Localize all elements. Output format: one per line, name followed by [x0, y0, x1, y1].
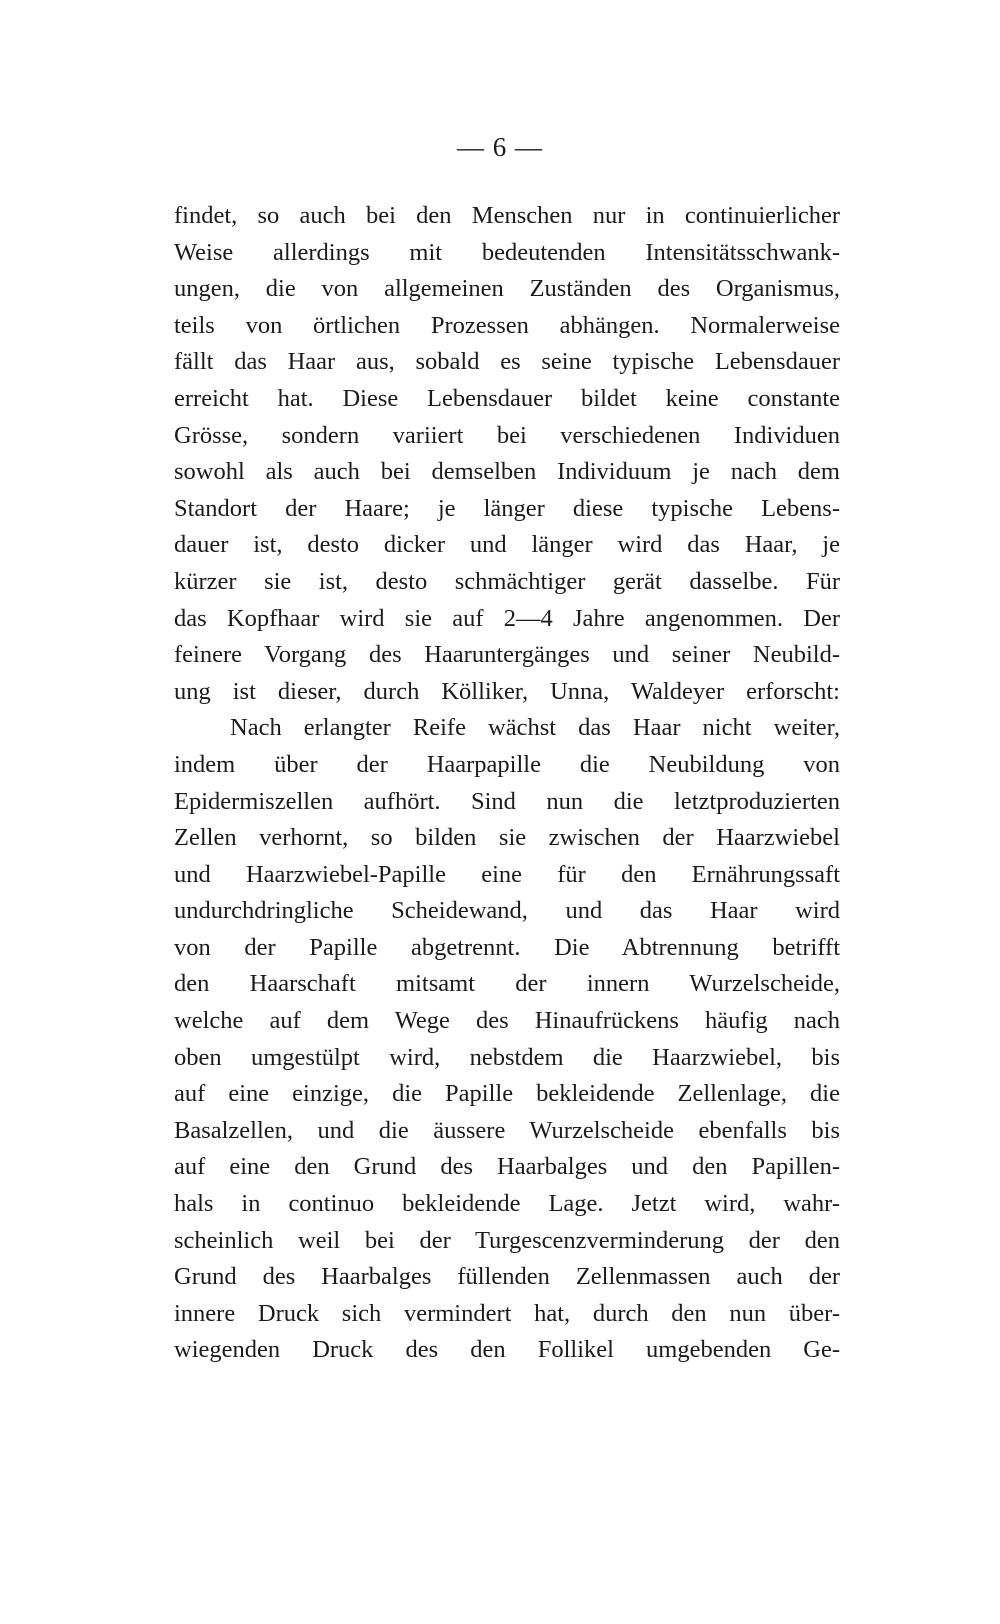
text-line: innere Druck sich vermindert hat, durch den nun über- — [174, 1299, 840, 1327]
text-line: ung ist dieser, durch Kölliker, Unna, Waldeyer erforscht: — [174, 677, 840, 705]
body-text — [174, 198, 840, 1369]
text-line: feinere Vorgang des Haaruntergänges und seiner Neubild- — [174, 641, 840, 669]
text-line: fällt das Haar aus, sobald es seine typische Lebensdauer — [174, 348, 840, 376]
paragraph-start-line: Nach erlangter Reife wächst das Haar nicht weiter, — [230, 714, 840, 742]
text-line: Zellen verhornt, so bilden sie zwischen der Haarzwiebel — [174, 824, 840, 852]
text-line: das Kopfhaar wird sie auf 2—4 Jahre angenommen. Der — [174, 604, 840, 632]
text-line: erreicht hat. Diese Lebensdauer bildet keine constante — [174, 384, 840, 412]
text-line: undurchdringliche Scheidewand, und das Haar wird — [174, 897, 840, 925]
text-line: hals in continuo bekleidende Lage. Jetzt wird, wahr- — [174, 1190, 840, 1218]
text-line: von der Papille abgetrennt. Die Abtrennung betrifft — [174, 933, 840, 961]
text-line: teils von örtlichen Prozessen abhängen. Normalerweise — [174, 311, 840, 339]
text-line: kürzer sie ist, desto schmächtiger gerät dasselbe. Für — [174, 567, 840, 595]
text-line: auf eine einzige, die Papille bekleidende Zellenlage, die — [174, 1080, 840, 1108]
text-line: scheinlich weil bei der Turgescenzverminderung der den — [174, 1226, 840, 1254]
text-line: Basalzellen, und die äussere Wurzelscheide ebenfalls bis — [174, 1116, 840, 1144]
text-line: auf eine den Grund des Haarbalges und den Papillen- — [174, 1153, 840, 1181]
text-line: ungen, die von allgemeinen Zuständen des Organismus, — [174, 275, 840, 303]
text-line: Grösse, sondern variiert bei verschiedenen Individuen — [174, 421, 840, 449]
text-line: welche auf dem Wege des Hinaufrückens häufig nach — [174, 1007, 840, 1035]
text-line: sowohl als auch bei demselben Individuum je nach dem — [174, 458, 840, 486]
page-number: — 6 — — [457, 132, 543, 162]
text-line: Epidermiszellen aufhört. Sind nun die letztproduzierten — [174, 787, 840, 815]
text-line: dauer ist, desto dicker und länger wird das Haar, je — [174, 531, 840, 559]
text-line: findet, so auch bei den Menschen nur in continuierlicher — [174, 202, 840, 229]
text-line: und Haarzwiebel-Papille eine für den Ernährungssaft — [174, 860, 840, 888]
text-line: indem über der Haarpapille die Neubildung von — [174, 750, 840, 778]
text-line: Standort der Haare; je länger diese typische Lebens- — [174, 494, 840, 522]
text-line: Weise allerdings mit bedeutenden Intensitätsschwank- — [174, 238, 840, 266]
text-line: oben umgestülpt wird, nebstdem die Haarzwiebel, bis — [174, 1043, 840, 1071]
text-line: den Haarschaft mitsamt der innern Wurzelscheide, — [174, 970, 840, 998]
text-line: Grund des Haarbalges füllenden Zellenmassen auch der — [174, 1263, 840, 1291]
text-line: wiegenden Druck des den Follikel umgebenden Ge- — [174, 1336, 840, 1364]
